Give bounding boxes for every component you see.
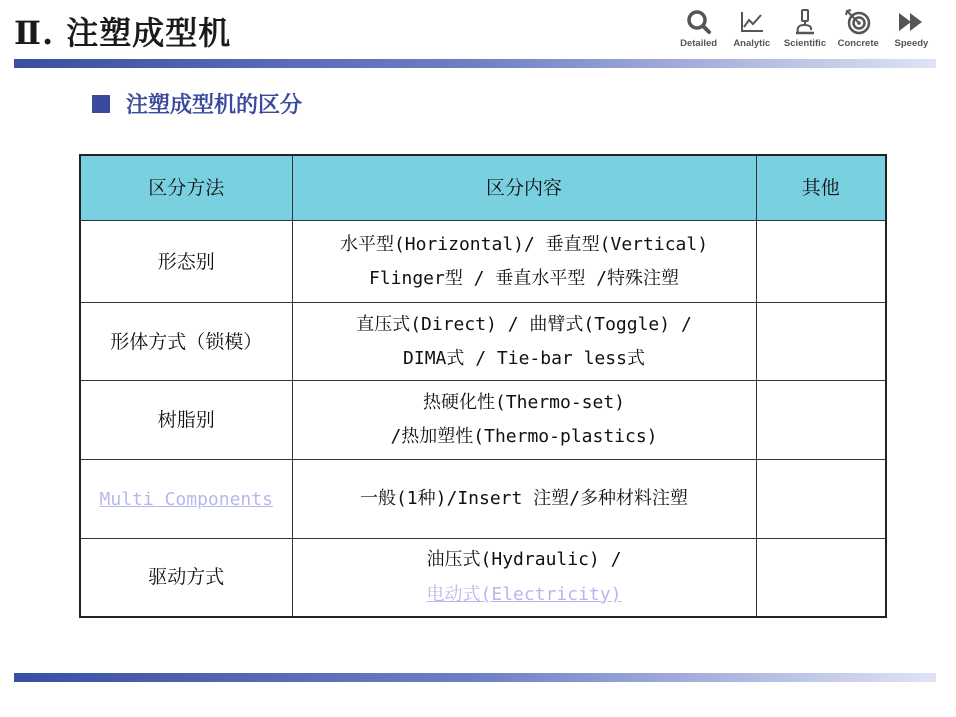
slide-title: Ⅱ. 注塑成型机 <box>14 14 232 52</box>
content-line: DIMA式 / Tie-bar less式 <box>403 347 645 369</box>
table-row <box>80 303 886 381</box>
content-line: /热加塑性(Thermo-plastics) <box>390 426 658 447</box>
fast-forward-icon <box>896 8 926 36</box>
row-method: 形态别 <box>80 221 292 303</box>
bullet-square-icon <box>92 95 110 113</box>
magnifier-icon <box>684 8 714 36</box>
bottom-divider-bar <box>14 673 936 682</box>
row-method: 形体方式（锁模） <box>80 303 292 381</box>
section-subtitle <box>92 88 302 119</box>
toolbar-speedy-label: Speedy <box>894 38 929 49</box>
content-line: 油压式(Hydraulic) / <box>426 548 622 570</box>
row-method: 驱动方式 <box>80 539 292 617</box>
subtitle-text: 注塑成型机的区分 <box>126 93 303 118</box>
content-line: 水平型(Horizontal)/ 垂直型(Vertical) <box>339 233 709 255</box>
multi-components-link[interactable]: Multi Components <box>99 488 273 510</box>
table-row <box>80 221 886 303</box>
microscope-icon <box>790 8 820 36</box>
row-other <box>756 221 886 303</box>
classification-table <box>79 154 887 618</box>
table-row <box>80 381 886 460</box>
toolbar-scientific-label: Scientific <box>783 38 827 49</box>
toolbar-analytic-label: Analytic <box>733 38 771 49</box>
table-header-row <box>80 155 886 221</box>
header-other: 其他 <box>756 155 886 221</box>
row-other <box>756 460 886 539</box>
toolbar-detailed[interactable] <box>672 8 725 54</box>
table-row <box>80 539 886 617</box>
row-method: 树脂别 <box>80 381 292 460</box>
toolbar-concrete[interactable] <box>832 8 885 54</box>
row-content <box>292 381 756 460</box>
row-content <box>292 303 756 381</box>
row-content <box>292 539 756 617</box>
content-line: 直压式(Direct) / 曲臂式(Toggle) / <box>356 313 692 335</box>
toolbar <box>672 8 938 54</box>
header-method: 区分方法 <box>80 155 292 221</box>
top-divider-bar <box>14 59 936 68</box>
content-line: Flinger型 / 垂直水平型 /特殊注塑 <box>368 267 680 289</box>
row-other <box>756 303 886 381</box>
row-content <box>292 460 756 539</box>
electricity-link[interactable]: 电动式(Electricity) <box>426 583 622 605</box>
row-other <box>756 539 886 617</box>
toolbar-speedy[interactable] <box>885 8 938 54</box>
toolbar-analytic[interactable] <box>725 8 778 54</box>
row-method <box>80 460 292 539</box>
header-content: 区分内容 <box>292 155 756 221</box>
toolbar-scientific[interactable] <box>778 8 831 54</box>
row-other <box>756 381 886 460</box>
target-icon <box>843 8 873 36</box>
toolbar-concrete-label: Concrete <box>837 38 879 49</box>
content-line: 一般(1种)/Insert 注塑/多种材料注塑 <box>359 488 689 509</box>
table-row <box>80 460 886 539</box>
line-chart-icon <box>737 8 767 36</box>
toolbar-detailed-label: Detailed <box>680 38 718 49</box>
content-line: 热硬化性(Thermo-set) <box>422 392 626 413</box>
row-content <box>292 221 756 303</box>
